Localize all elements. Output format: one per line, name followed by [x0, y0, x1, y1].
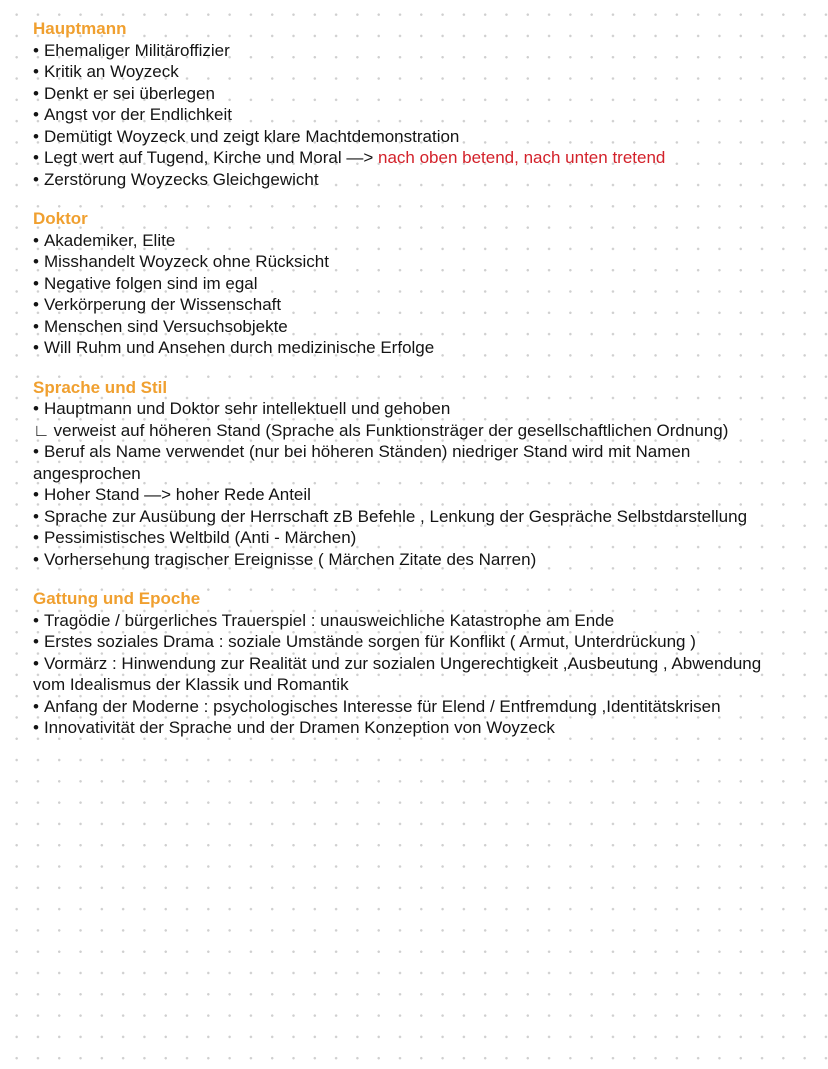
- list-item: • Menschen sind Versuchsobjekte: [33, 316, 288, 336]
- list-item: • Innovativität der Sprache und der Dramen Konzeption von Woyzeck: [33, 718, 555, 737]
- list-item: • Sprache zur Ausübung der Herrschaft zB Befehle , Lenkung der Gespräche Selbstdarstellung: [33, 506, 748, 526]
- list-item: • Negative folgen sind im egal: [33, 273, 258, 293]
- sub-arrow-icon: ∟: [33, 420, 50, 440]
- list-item: • Angst vor der Endlichkeit: [33, 105, 232, 124]
- list-item: • Zerstörung Woyzecks Gleichgewicht: [33, 169, 319, 189]
- list-item: • Erstes soziales Drama : soziale Umstände sorgen für Konflikt ( Armut, Unterdrückung ): [33, 632, 696, 651]
- list-item: • Will Ruhm und Ansehen durch medizinische Erfolge: [33, 338, 435, 357]
- list-item: • Denkt er sei überlegen: [33, 83, 215, 103]
- list-item: • Pessimistisches Weltbild (Anti - Märchen): [33, 528, 357, 547]
- list-item: • Demütigt Woyzeck und zeigt klare Machtdemonstration: [33, 126, 460, 146]
- list-item: • Anfang der Moderne : psychologisches Interesse für Elend / Entfremdung ,Identitätskrisen: [33, 696, 721, 716]
- list-item: • Kritik an Woyzeck: [33, 62, 179, 81]
- list-item: • Hoher Stand —> hoher Rede Anteil: [33, 485, 311, 504]
- list-item: • Legt wert auf Tugend, Kirche und Moral —> nach oben betend, nach unten tretend: [33, 148, 666, 167]
- list-item: • Vorhersehung tragischer Ereignisse ( Märchen Zitate des Narren): [33, 549, 537, 569]
- section-heading: Gattung und Epoche: [33, 589, 201, 608]
- list-item: • Ehemaliger Militäroffizier: [33, 40, 230, 60]
- list-item-sub: ∟ verweist auf höheren Stand (Sprache als Funktionsträger der gesellschaftlichen Ordnung): [33, 420, 729, 440]
- list-item: • Verkörperung der Wissenschaft: [33, 295, 282, 314]
- list-item: • Akademiker, Elite: [33, 230, 176, 250]
- section-hauptmann: [33, 18, 794, 190]
- list-item: • Vormärz : Hinwendung zur Realität und zur sozialen Ungerechtigkeit ,Ausbeutung , Abwendung vom Idealismus der Klassik und Romantik: [33, 653, 762, 694]
- section-sprache-und-stil: [33, 377, 794, 571]
- section-gattung-und-epoche: [33, 588, 794, 739]
- section-heading: Doktor: [33, 209, 88, 228]
- section-doktor: [33, 208, 794, 359]
- section-heading: Sprache und Stil: [33, 377, 168, 397]
- list-item: • Tragödie / bürgerliches Trauerspiel : unausweichliche Katastrophe am Ende: [33, 610, 615, 630]
- list-item: • Hauptmann und Doktor sehr intellektuell und gehoben: [33, 399, 451, 418]
- list-item: • Misshandelt Woyzeck ohne Rücksicht: [33, 252, 329, 271]
- section-heading: Hauptmann: [33, 19, 127, 38]
- list-item: • Beruf als Name verwendet (nur bei höheren Ständen) niedriger Stand wird mit Namen angesprochen: [33, 442, 691, 483]
- highlight-text: nach oben betend, nach unten tretend: [378, 148, 666, 167]
